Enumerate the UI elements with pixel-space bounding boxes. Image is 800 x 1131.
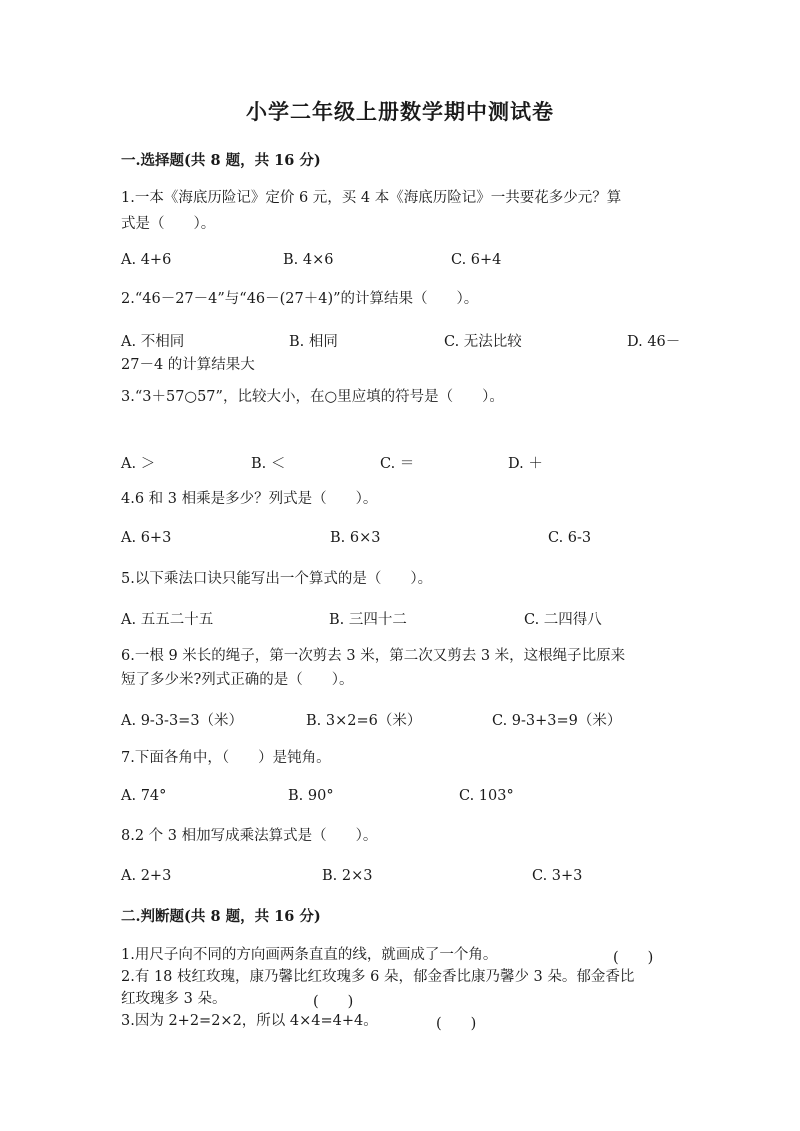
question-4-stem: 4.6 和 3 相乘是多少？列式是（ ）。 — [121, 491, 378, 507]
question-8-option-a: A. 2+3 — [121, 868, 172, 884]
question-5-stem: 5.以下乘法口诀只能写出一个算式的是（ ）。 — [121, 571, 433, 587]
question-4-option-a: A. 6+3 — [121, 530, 172, 546]
question-8-stem: 8.2 个 3 相加写成乘法算式是（ ）。 — [121, 828, 378, 844]
question-1-stem-line2: 式是（ ）。 — [121, 216, 216, 232]
judge-2-text-line2: 红玫瑰多 3 朵。 — [121, 991, 227, 1007]
judge-3-text: 3.因为 2+2=2×2，所以 4×4=4+4。 — [121, 1013, 378, 1029]
question-1-option-c: C. 6+4 — [451, 252, 502, 268]
judge-2-text-line1: 2.有 18 枝红玫瑰，康乃馨比红玫瑰多 6 朵，郁金香比康乃馨少 3 朵。郁金香比 — [121, 969, 635, 985]
question-3-option-c: C. ＝ — [380, 456, 415, 472]
question-6-option-c: C. 9-3+3=9（米） — [492, 713, 622, 729]
question-7-option-b: B. 90° — [288, 788, 334, 804]
question-3-stem: 3.“3＋57○57”，比较大小，在○里应填的符号是（ ）。 — [121, 389, 504, 405]
question-2-option-c: C. 无法比较 — [444, 334, 522, 350]
question-2-option-a: A. 不相同 — [121, 334, 185, 350]
section-heading-choice: 一.选择题(共 8 题，共 16 分) — [121, 152, 321, 169]
judge-1-paren: ( ) — [613, 950, 654, 966]
judge-3-paren: ( ) — [436, 1016, 477, 1032]
question-7-option-a: A. 74° — [121, 788, 167, 804]
judge-1-text: 1.用尺子向不同的方向画两条直直的线，就画成了一个角。 — [121, 947, 498, 963]
question-2-option-d: D. 46－ — [627, 334, 681, 350]
question-3-option-d: D. ＋ — [508, 456, 543, 472]
question-2-option-d-cont: 27－4 的计算结果大 — [121, 357, 255, 373]
question-7-stem: 7.下面各角中，（ ）是钝角。 — [121, 750, 331, 766]
question-6-stem-line2: 短了多少米?列式正确的是（ ）。 — [121, 672, 354, 688]
page-title: 小学二年级上册数学期中测试卷 — [246, 99, 554, 124]
question-1-option-b: B. 4×6 — [283, 252, 334, 268]
question-5-option-c: C. 二四得八 — [524, 612, 602, 628]
question-7-option-c: C. 103° — [459, 788, 514, 804]
question-4-option-b: B. 6×3 — [330, 530, 381, 546]
question-6-option-b: B. 3×2=6（米） — [306, 713, 422, 729]
question-2-option-b: B. 相同 — [289, 334, 338, 350]
question-8-option-c: C. 3+3 — [532, 868, 583, 884]
question-6-option-a: A. 9-3-3=3（米） — [121, 713, 244, 729]
section-heading-judge: 二.判断题(共 8 题，共 16 分) — [121, 908, 321, 925]
question-1-stem-line1: 1.一本《海底历险记》定价 6 元，买 4 本《海底历险记》一共要花多少元？算 — [121, 190, 622, 206]
question-1-option-a: A. 4+6 — [121, 252, 172, 268]
question-8-option-b: B. 2×3 — [322, 868, 373, 884]
question-3-option-a: A. ＞ — [121, 456, 156, 472]
question-3-option-b: B. ＜ — [251, 456, 286, 472]
question-6-stem-line1: 6.一根 9 米长的绳子，第一次剪去 3 米，第二次又剪去 3 米，这根绳子比原来 — [121, 648, 626, 664]
judge-2-paren: ( ) — [313, 994, 354, 1010]
question-5-option-b: B. 三四十二 — [329, 612, 407, 628]
question-4-option-c: C. 6-3 — [548, 530, 592, 546]
question-2-stem: 2.“46－27－4”与“46－(27＋4)”的计算结果（ ）。 — [121, 291, 479, 307]
question-5-option-a: A. 五五二十五 — [121, 612, 214, 628]
